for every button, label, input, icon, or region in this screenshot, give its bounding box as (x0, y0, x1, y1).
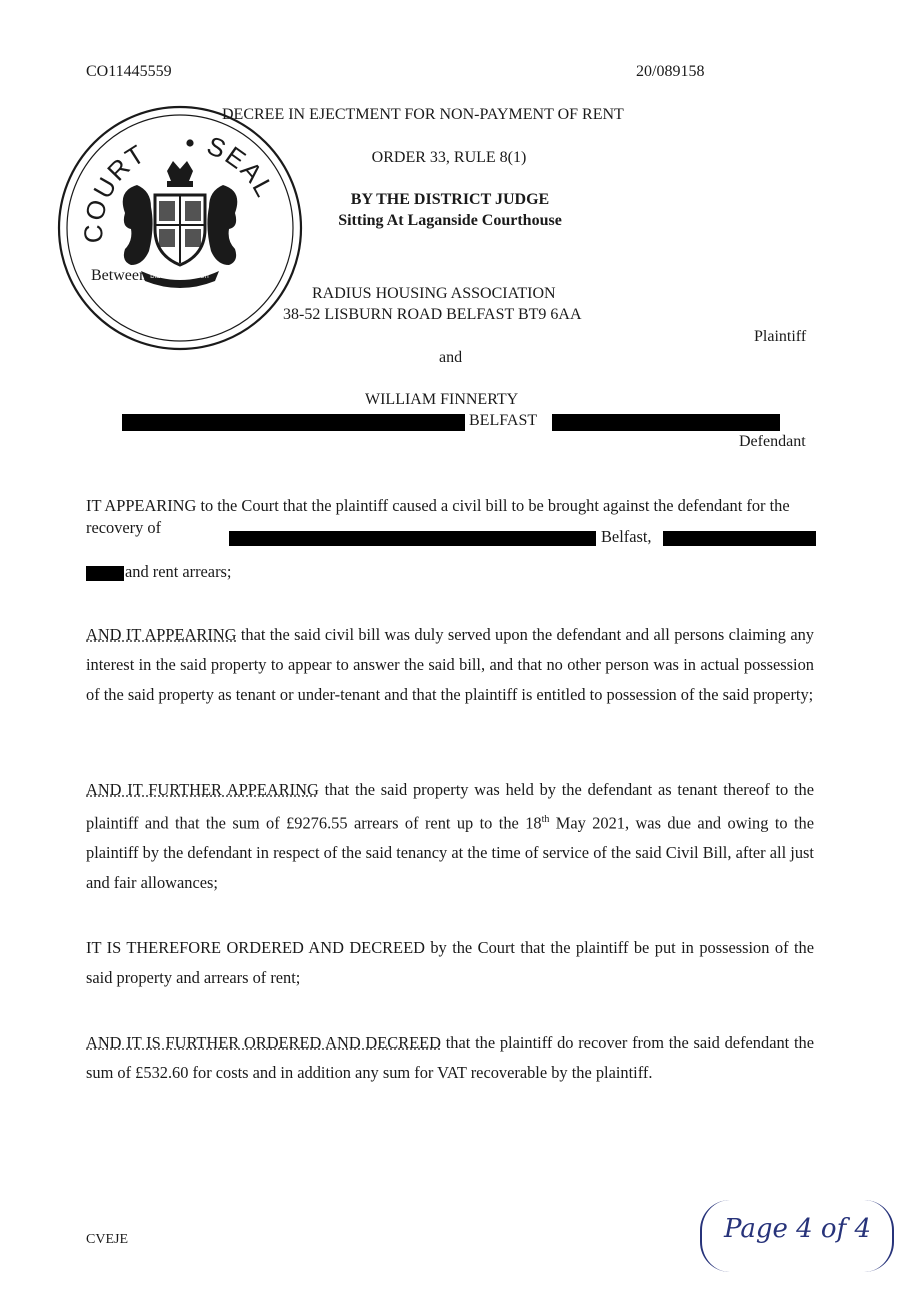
redaction-bar (122, 414, 465, 431)
seal-text-seal: SEAL (202, 130, 281, 204)
court-seal-stamp (55, 103, 305, 353)
paragraph-2-lead: AND IT APPEARING (86, 625, 237, 644)
paragraph-3-text-a: that the said property was held by the defendant as tenant thereof to the plaintiff and that the sum of £9276.55 arrears of rent up to the 18 (86, 780, 815, 833)
plaintiff-label: Plaintiff (754, 328, 807, 345)
form-code: CVEJE (86, 1232, 128, 1247)
plaintiff-address: 38-52 LISBURN ROAD BELFAST BT9 6AA (283, 306, 582, 323)
paragraph-5-text: that the plaintiff do recover from the said defendant the sum of £532.60 for costs and in addition any sum for VAT recoverable by the plaintiff. (86, 1033, 814, 1082)
paragraph-1-city: Belfast, (601, 527, 652, 546)
paragraph-1-end: and rent arrears; (125, 562, 232, 581)
defendant-name: WILLIAM FINNERTY (365, 391, 519, 408)
document-title: DECREE IN EJECTMENT FOR NON-PAYMENT OF RENT (222, 106, 624, 123)
and-label: and (439, 349, 463, 366)
paragraph-1-text: IT APPEARING to the Court that the plaintiff caused a civil bill to be brought against the defendant for the recovery of (86, 496, 790, 537)
paragraph-5-lead: AND IT IS FURTHER ORDERED AND DECREED (86, 1033, 441, 1052)
seal-text-court: COURT (78, 137, 152, 244)
order-rule: ORDER 33, RULE 8(1) (371, 149, 527, 166)
defendant-city: BELFAST (469, 412, 538, 429)
redaction-bar (552, 414, 780, 431)
courthouse-line: Sitting At Laganside Courthouse (338, 212, 562, 229)
handwritten-page-text: Page 4 of 4 (724, 1214, 872, 1244)
judge-heading: BY THE DISTRICT JUDGE (350, 191, 550, 208)
seal-motto: DIEU ET MON DROIT (150, 274, 210, 280)
paragraph-3-ordinal: th (541, 814, 550, 825)
between-label: Between (91, 267, 147, 284)
paragraph-2 (86, 620, 814, 710)
case-reference-right: 20/089158 (636, 63, 705, 80)
paragraph-5 (86, 1028, 814, 1088)
plaintiff-name: RADIUS HOUSING ASSOCIATION (312, 285, 556, 302)
paragraph-3-lead: AND IT FURTHER APPEARING (86, 780, 319, 799)
redaction-bar (86, 566, 124, 581)
redaction-bar (663, 531, 816, 546)
paragraph-3 (86, 775, 814, 898)
paragraph-2-text: that the said civil bill was duly served upon the defendant and all persons claiming any interest in the said property to appear to answer the said bill, and that no other person was in actual possession of the said property as tenant or under-tenant and that the plaintiff is entitled to possession of the said property; (86, 625, 814, 704)
seal-dot (186, 139, 193, 146)
case-reference-left: CO11445559 (86, 63, 172, 80)
defendant-label: Defendant (739, 433, 806, 450)
handwritten-page-note (700, 1200, 894, 1272)
redaction-bar (229, 531, 596, 546)
paragraph-4: IT IS THEREFORE ORDERED AND DECREED by the Court that the plaintiff be put in possession of the said property and arrears of rent; (86, 938, 814, 987)
paragraph-3-text-b: May 2021, was due and owing to the plaintiff by the defendant in respect of the said tenancy at the time of service of the said Civil Bill, after all just and fair allowances; (86, 813, 815, 893)
